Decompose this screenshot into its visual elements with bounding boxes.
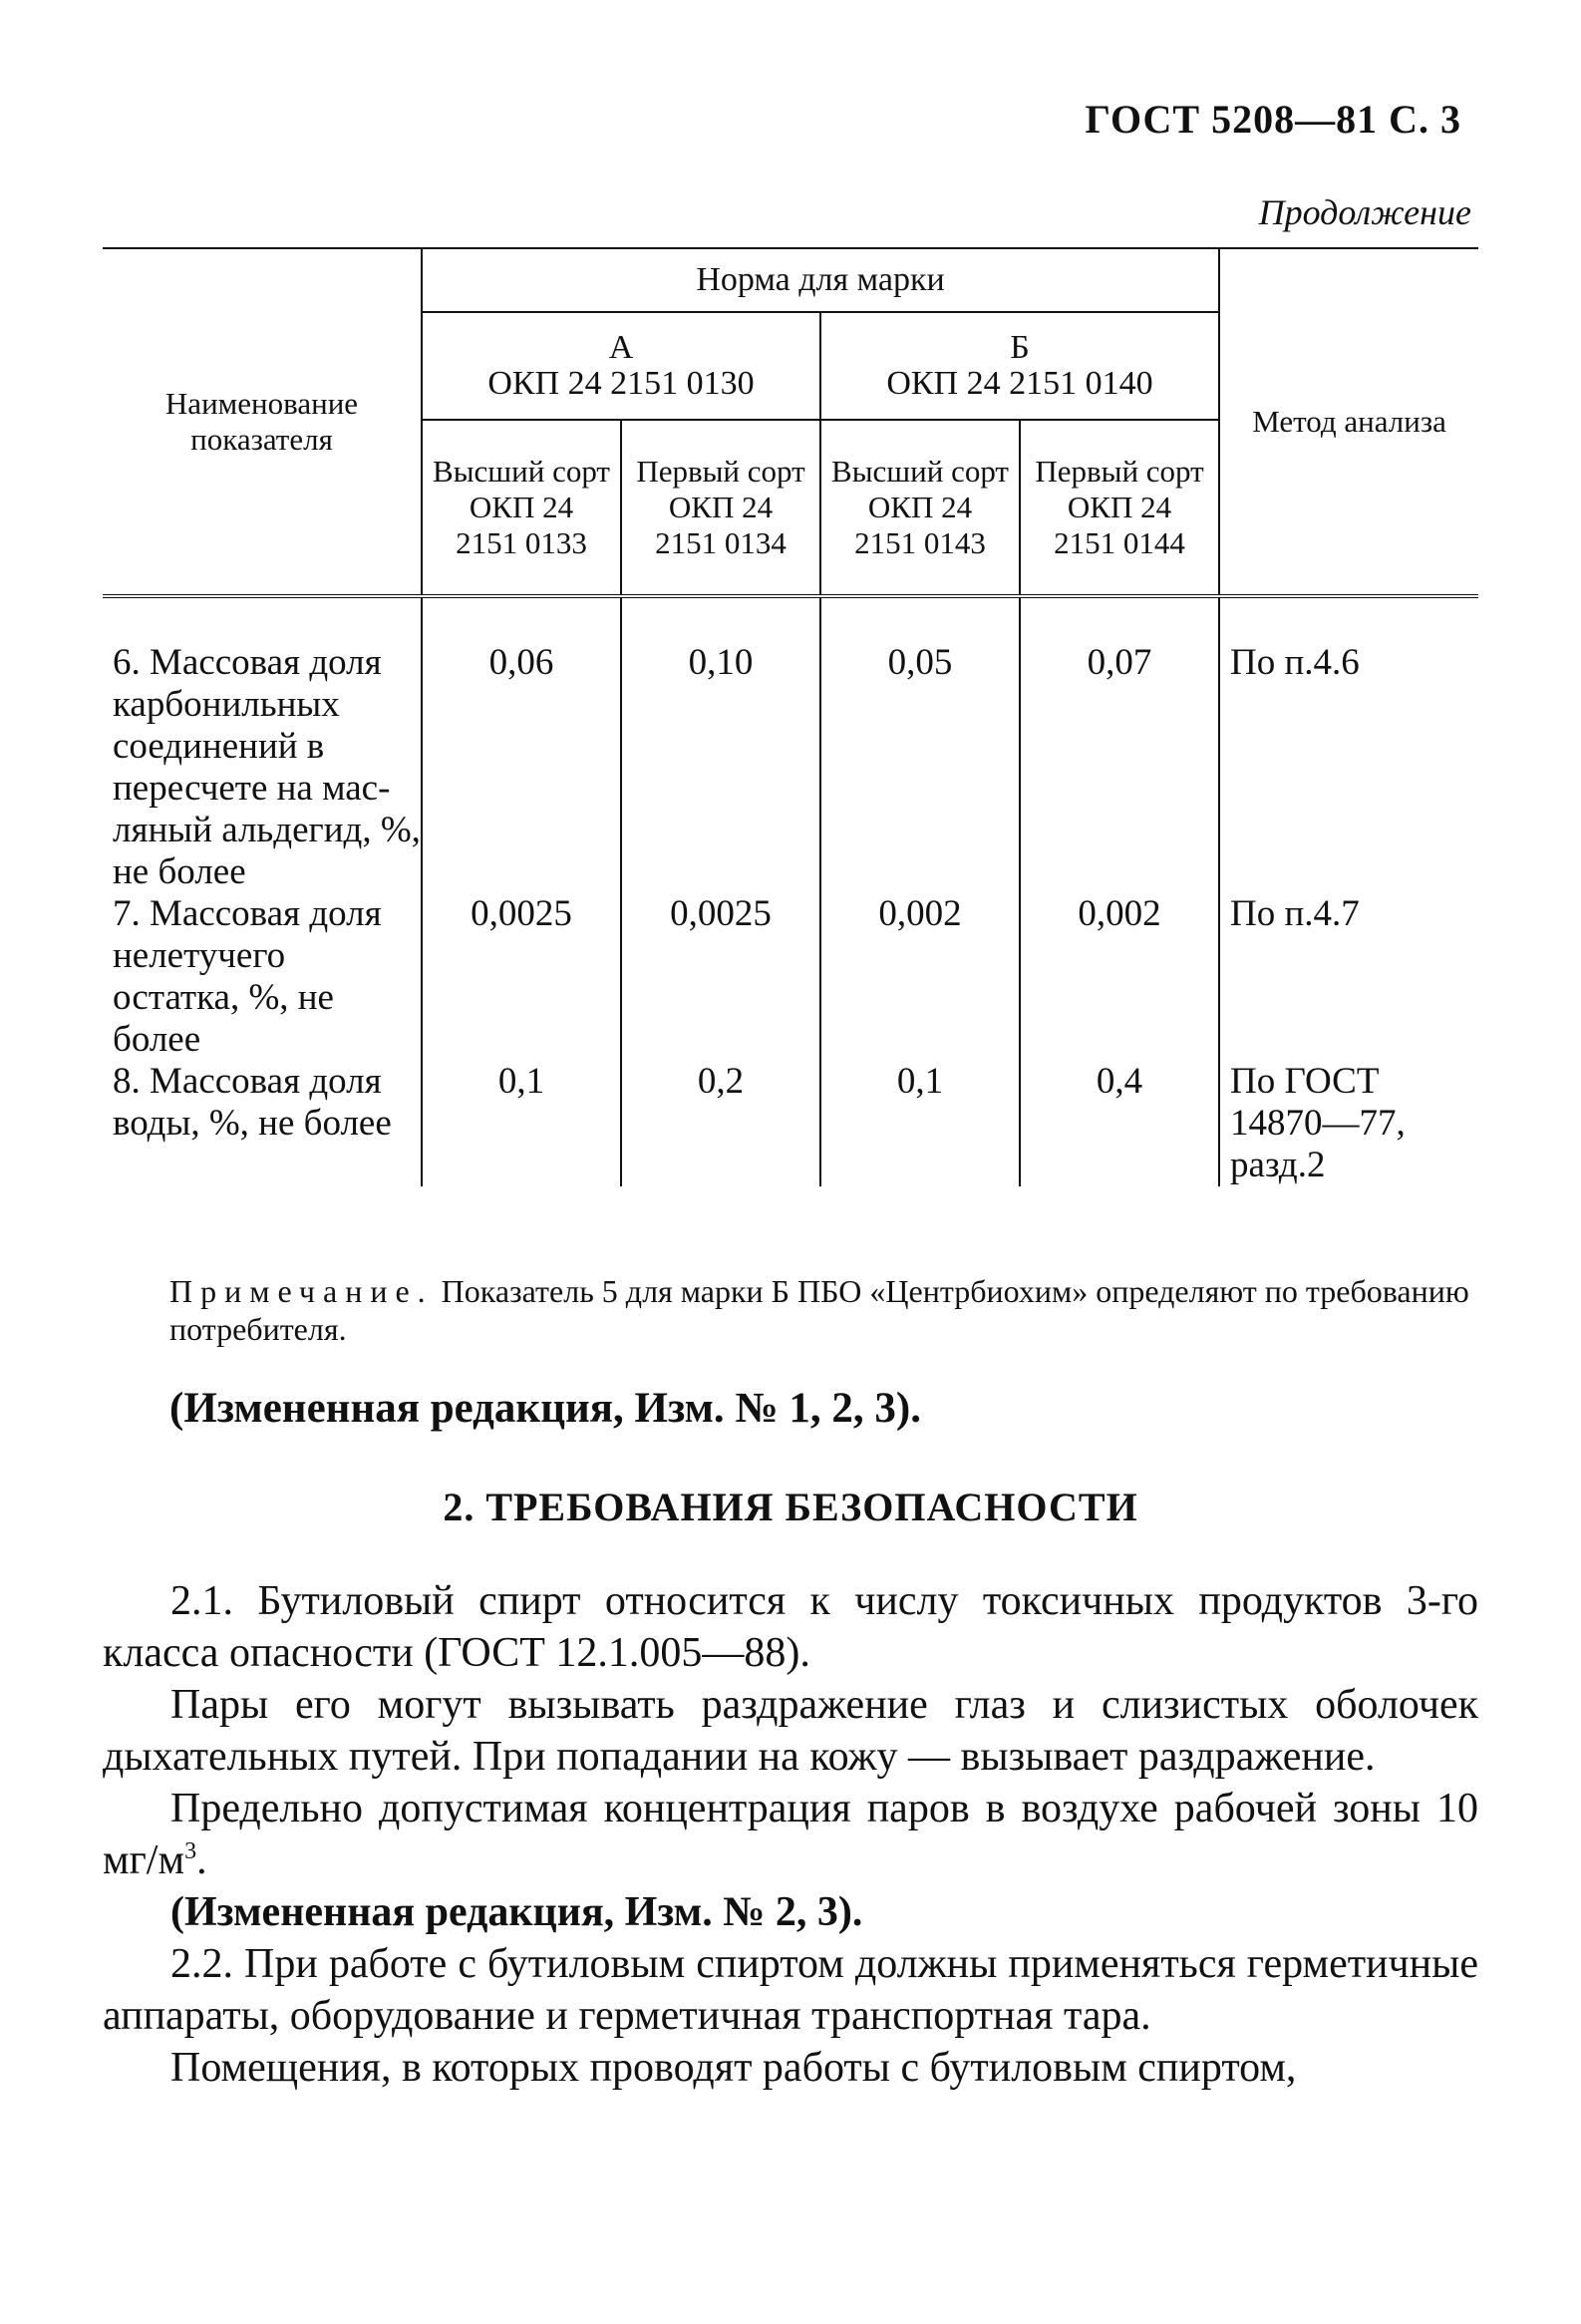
paragraph-end: . <box>196 1837 207 1883</box>
paragraph: 2.1. Бутиловый спирт относится к числу токсичных продуктов 3-го класса опасности (ГОСТ 12.1.005—88). <box>103 1578 1478 1676</box>
row-name: 6. Массовая доля карбонильных соединений в пересчете на масляный альдегид, %, не более <box>113 642 421 892</box>
page-header: ГОСТ 5208—81 С. 3 <box>1085 97 1461 142</box>
superscript: 3 <box>184 1838 197 1864</box>
table-row <box>103 1061 1478 1186</box>
row-value: 0,05 <box>820 598 1020 893</box>
sort-name: Первый сорт <box>636 454 805 489</box>
grade-letter: А <box>608 329 634 366</box>
paragraph: Помещения, в которых проводят работы с бутиловым спиртом, <box>170 2045 1297 2091</box>
section-body <box>103 1575 1478 2094</box>
sort-okp-line1: ОКП 24 <box>668 490 774 524</box>
amendment-note: (Измененная редакция, Изм. № 2, 3). <box>170 1889 863 1935</box>
paragraph: Пары его могут вызывать раздражение глаз и слизистых оболочек дыхательных путей. При попадании на кожу — вызывает раздражение. <box>103 1682 1478 1780</box>
sort-okp-line2: 2151 0144 <box>1054 525 1185 560</box>
col-norm-header: Норма для марки <box>422 248 1219 312</box>
col-method-header: Метод анализа <box>1219 248 1478 596</box>
row-method: По п.4.6 <box>1219 598 1478 893</box>
amendment-note: (Измененная редакция, Изм. № 1, 2, 3). <box>169 1385 921 1432</box>
row-value: 0,10 <box>621 598 820 893</box>
sort-okp-line1: ОКП 24 <box>867 490 973 524</box>
table-row <box>103 598 1478 893</box>
sort-header <box>820 420 1020 596</box>
row-name: 8. Массовая доля воды, %, не более <box>113 1061 392 1144</box>
sort-okp-line2: 2151 0133 <box>456 525 587 560</box>
row-value: 0,1 <box>820 1061 1020 1186</box>
row-value: 0,002 <box>820 893 1020 1061</box>
row-name: 7. Массовая доля нелетучего остатка, %, не более <box>113 893 382 1060</box>
paragraph <box>103 1783 1478 1886</box>
sort-header <box>1020 420 1219 596</box>
sort-name: Высший сорт <box>831 454 1009 489</box>
note-text: Показатель 5 для марки Б ПБО «Центрбиохим» определяют по требованию потребителя. <box>169 1273 1469 1347</box>
sort-header <box>422 420 621 596</box>
continuation-label: Продолжение <box>1258 192 1471 232</box>
row-value: 0,0025 <box>621 893 820 1061</box>
spec-table <box>103 247 1478 1186</box>
row-value: 0,1 <box>422 1061 621 1186</box>
sort-okp-line1: ОКП 24 <box>1067 490 1172 524</box>
section-title: 2. ТРЕБОВАНИЯ БЕЗОПАСНОСТИ <box>443 1485 1138 1529</box>
row-value: 0,0025 <box>422 893 621 1061</box>
col-name-header: Наименование показателя <box>103 248 422 596</box>
sort-name: Первый сорт <box>1035 454 1204 489</box>
note-label: Примечание. <box>169 1273 434 1309</box>
sort-name: Высший сорт <box>433 454 610 489</box>
row-value: 0,4 <box>1020 1061 1219 1186</box>
sort-okp-line2: 2151 0134 <box>655 525 787 560</box>
row-method: По ГОСТ 14870—77, разд.2 <box>1219 1061 1478 1186</box>
grade-letter: Б <box>1010 329 1030 366</box>
grade-okp: ОКП 24 2151 0140 <box>886 365 1153 402</box>
row-method: По п.4.7 <box>1219 893 1478 1061</box>
sort-okp-line2: 2151 0143 <box>854 525 986 560</box>
paragraph-text: Предельно допустимая концентрация паров в воздухе рабочей зоны 10 мг/м <box>103 1786 1478 1883</box>
paragraph: 2.2. При работе с бутиловым спиртом должны применяться герметичные аппараты, оборудование и герметичная транспортная тара. <box>103 1941 1478 2039</box>
grade-a-header <box>422 312 820 420</box>
sort-header <box>621 420 820 596</box>
row-value: 0,002 <box>1020 893 1219 1061</box>
grade-okp: ОКП 24 2151 0130 <box>487 365 755 402</box>
row-value: 0,2 <box>621 1061 820 1186</box>
header-row-norm <box>103 248 1478 312</box>
table-row <box>103 893 1478 1061</box>
grade-b-header <box>820 312 1219 420</box>
row-value: 0,07 <box>1020 598 1219 893</box>
sort-okp-line1: ОКП 24 <box>469 490 574 524</box>
table-note <box>169 1272 1475 1348</box>
row-value: 0,06 <box>422 598 621 893</box>
